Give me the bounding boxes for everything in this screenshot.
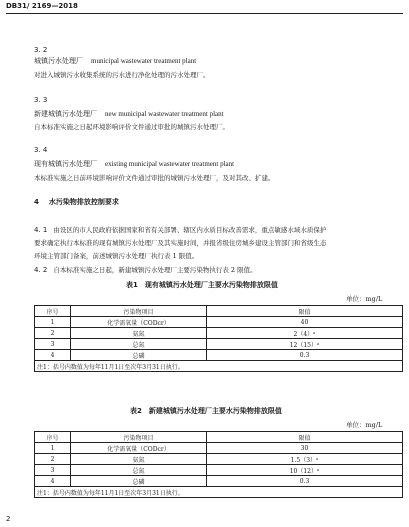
term-entry	[34, 56, 196, 66]
header-cell: 序号	[35, 306, 71, 317]
section-number: 4. 2	[34, 266, 48, 274]
table-cell: 12（15）ᵃ	[207, 339, 403, 350]
section-number: 4	[34, 198, 39, 206]
table-cell: 40	[207, 317, 403, 328]
table-row	[35, 443, 403, 454]
table-cell: 1	[35, 317, 71, 328]
table-cell: 总氮	[71, 465, 207, 476]
term-zh: 现有城镇污水处理厂	[34, 160, 97, 168]
table-row	[35, 317, 403, 328]
term-definition: 自本标准实施之日起环境影响评价文件通过审批的城镇污水处理厂。	[34, 123, 229, 131]
table-cell: 10（12）ᵃ	[207, 465, 403, 476]
table-unit: 单位：mg/L	[346, 295, 383, 303]
term-definition: 对进入城镇污水收集系统的污水进行净化处理的污水处理厂。	[34, 71, 210, 79]
table-cell: 4	[35, 476, 71, 487]
table-caption: 表1 现有城镇污水处理厂主要水污染物排放限值	[126, 281, 278, 289]
table-cell: 3	[35, 465, 71, 476]
table-cell: 化学需氧量（CODcr）	[71, 443, 207, 454]
section-number: 3. 4	[34, 146, 48, 154]
table-cell: 4	[35, 350, 71, 361]
header-cell: 限值	[207, 432, 403, 443]
term-definition: 本标准实施之日前环境影响评价文件通过审批的城镇污水处理厂，及对其改、扩建。	[34, 174, 275, 182]
table-row	[35, 454, 403, 465]
table-cell: 30	[207, 443, 403, 454]
table-cell: 2（4）ᵃ	[207, 328, 403, 339]
table-cell: 总磷	[71, 350, 207, 361]
table-cell: 1.5（3）ᵃ	[207, 454, 403, 465]
table-row	[35, 328, 403, 339]
table-cell: 总磷	[71, 476, 207, 487]
term-en: new municipal wastewater treatment plant	[105, 110, 224, 118]
table-header-row	[35, 432, 403, 443]
table-row	[35, 465, 403, 476]
table-header-row	[35, 306, 403, 317]
table-2	[34, 431, 403, 498]
table-cell: 0.3	[207, 350, 403, 361]
term-en: municipal wastewater treatment plant	[91, 57, 197, 65]
section-number: 3. 3	[34, 96, 48, 104]
table-cell: 化学需氧量（CODcr）	[71, 317, 207, 328]
term-entry	[34, 109, 224, 119]
table-unit: 单位：mg/L	[346, 421, 383, 429]
table-cell: 1	[35, 443, 71, 454]
header-rule	[6, 13, 403, 14]
header-cell: 限值	[207, 306, 403, 317]
term-zh: 城镇污水处理厂	[34, 57, 83, 65]
header-cell: 污染物项目	[71, 306, 207, 317]
table-row	[35, 476, 403, 487]
table-note-row	[35, 361, 403, 372]
paragraph-line: 要求确定执行本标准的现有城镇污水处理厂及其实施时间，并报省级住房城乡建设主管部门和省级生态	[34, 239, 327, 247]
paragraph-line: 环境主管部门备案，前述城镇污水处理厂执行表 1 限值。	[34, 252, 199, 260]
table-cell: 总氮	[71, 339, 207, 350]
paragraph-line: 4. 2 自本标准实施之日起，新建城镇污水处理厂主要污染物执行表 2 限值。	[34, 266, 257, 274]
term-zh: 新建城镇污水处理厂	[34, 110, 97, 118]
table-cell: 0.3	[207, 476, 403, 487]
paragraph-line: 4. 1 由设区的市人民政府依据国家和省有关部署、辖区内水质目标改善需求，重点敏感水域水质保护	[34, 226, 327, 234]
section-title: 水污染物排放控制要求	[48, 198, 119, 206]
table-note: 注1：括号内数值为每年11月1日至次年3月31日执行。	[35, 487, 403, 498]
term-en: existing municipal wastewater treatment plant	[105, 160, 235, 168]
table-cell: 2	[35, 454, 71, 465]
term-entry	[34, 159, 234, 169]
table-row	[35, 339, 403, 350]
page-number: 2	[6, 515, 11, 523]
header-cell: 序号	[35, 432, 71, 443]
section-heading	[34, 197, 119, 207]
header-cell: 污染物项目	[71, 432, 207, 443]
table-note: 注1：括号内数值为每年11月1日至次年3月31日执行。	[35, 361, 403, 372]
table-caption: 表2 新建城镇污水处理厂主要水污染物排放限值	[130, 407, 282, 415]
standard-code: DB31/ 2169—2018	[6, 2, 78, 10]
section-number: 4. 1	[34, 226, 48, 234]
table-cell: 氨氮	[71, 328, 207, 339]
table-1	[34, 305, 403, 372]
table-cell: 2	[35, 328, 71, 339]
table-row	[35, 350, 403, 361]
table-note-row	[35, 487, 403, 498]
table-cell: 氨氮	[71, 454, 207, 465]
table-cell: 3	[35, 339, 71, 350]
section-number: 3. 2	[34, 46, 48, 54]
